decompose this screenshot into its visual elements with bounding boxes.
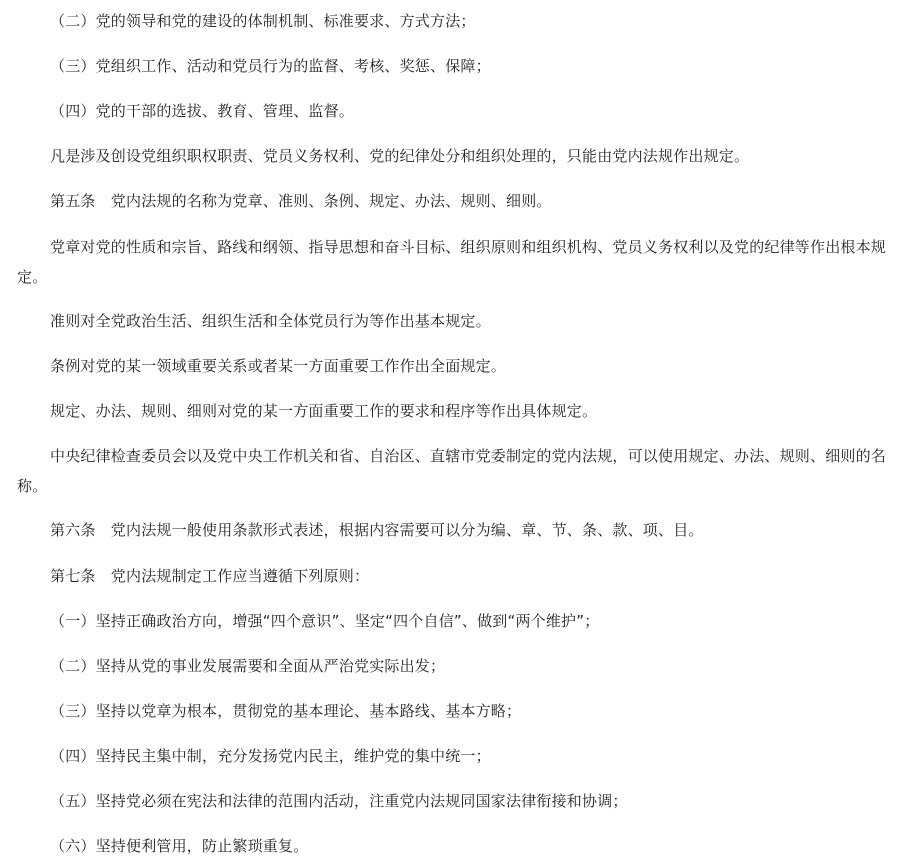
principle-item-5: （五）坚持党必须在宪法和法律的范围内活动，注重党内法规同国家法律衔接和协调； bbox=[50, 792, 628, 810]
paragraph-regulations: 条例对党的某一领域重要关系或者某一方面重要工作作出全面规定。 bbox=[50, 357, 507, 375]
paragraph-item-4: （四）党的干部的选拔、教育、管理、监督。 bbox=[50, 102, 355, 120]
article-7: 第七条 党内法规制定工作应当遵循下列原则： bbox=[50, 567, 370, 585]
paragraph-central-commission: 中央纪律检查委员会以及党中央工作机关和省、自治区、直辖市党委制定的党内法规，可以使用规定、办法、规则、细则的名称。 bbox=[17, 447, 887, 495]
paragraph-party-constitution: 党章对党的性质和宗旨、路线和纲领、指导思想和奋斗目标、组织原则和组织机构、党员义务权利以及党的纪律等作出根本规定。 bbox=[17, 238, 887, 286]
principle-item-1: （一）坚持正确政治方向，增强“四个意识”、坚定“四个自信”、做到“两个维护”； bbox=[50, 612, 600, 630]
article-5: 第五条 党内法规的名称为党章、准则、条例、规定、办法、规则、细则。 bbox=[50, 192, 552, 210]
paragraph-item-2: （二）党的领导和党的建设的体制机制、标准要求、方式方法； bbox=[50, 12, 476, 30]
paragraph-rules: 规定、办法、规则、细则对党的某一方面重要工作的要求和程序等作出具体规定。 bbox=[50, 402, 598, 420]
principle-item-4: （四）坚持民主集中制，充分发扬党内民主，维护党的集中统一； bbox=[50, 747, 491, 765]
paragraph-item-3: （三）党组织工作、活动和党员行为的监督、考核、奖惩、保障； bbox=[50, 57, 491, 75]
principle-item-2: （二）坚持从党的事业发展需要和全面从严治党实际出发； bbox=[50, 657, 446, 675]
principle-item-6: （六）坚持便利管用，防止繁琐重复。 bbox=[50, 837, 309, 855]
paragraph-guidelines: 准则对全党政治生活、组织生活和全体党员行为等作出基本规定。 bbox=[50, 312, 491, 330]
paragraph-scope-note: 凡是涉及创设党组织职权职责、党员义务权利、党的纪律处分和组织处理的，只能由党内法规作出规定。 bbox=[50, 147, 750, 165]
article-6: 第六条 党内法规一般使用条款形式表述，根据内容需要可以分为编、章、节、条、款、项、目。 bbox=[50, 521, 704, 539]
principle-item-3: （三）坚持以党章为根本，贯彻党的基本理论、基本路线、基本方略； bbox=[50, 702, 522, 720]
